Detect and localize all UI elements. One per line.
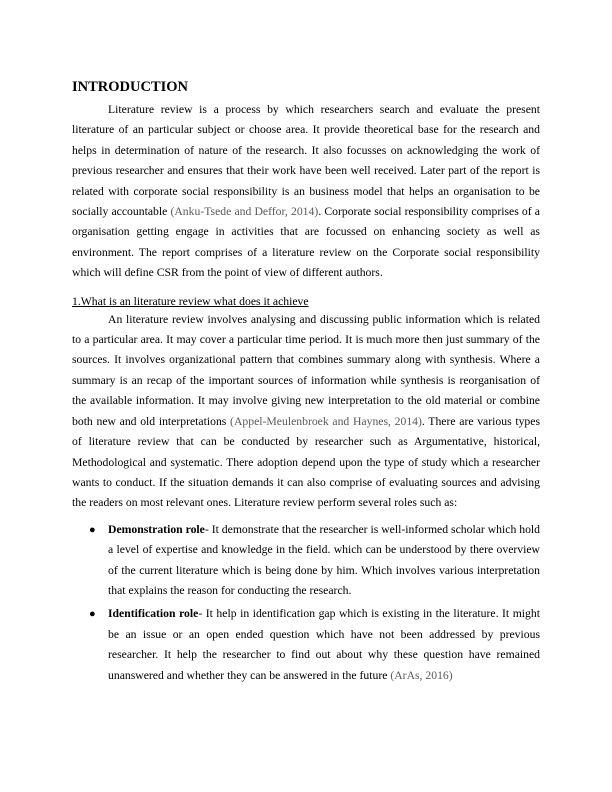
document-page [72,78,540,689]
literature-review-paragraph [72,310,540,514]
bullet-item-identification-role [72,604,540,686]
bullet-item-demonstration-role [72,520,540,602]
bullet-icon: ● [89,608,96,621]
paragraph-text: Literature review is a process by which researchers search and evaluate the present literature of an particular subject or choose area. It provide theoretical base for the research and helps in determination of nature of the research. It also focusses on acknowledging the work of previous researcher and ensures that their work have been well received. Later part of the report is related with corporate social responsibility is an business model that helps an organisation to be socially accountable [72,103,540,219]
citation: (Appel-Meulenbroek and Haynes, 2014) [230,414,422,428]
bullet-text: - It help in identification gap which is existing in the literature. It might be an issue or an open ended question which have not been addressed by previous researcher. It help the researcher to find out about why these question have remained unanswered and whether they can be answered in the future [108,607,540,682]
subheading-text: 1.What is an literature review what does it achieve [72,294,309,308]
section-subheading-literature-review [72,294,540,310]
paragraph-text: . Corporate social responsibility comprises of a organisation getting engage in activities that are focussed on enhancing society as well as environment. The report comprises of a literature review on the Corporate social responsibility which will define CSR from the point of view of different authors. [72,205,540,280]
paragraph-text: An literature review involves analysing and discussing public information which is related to a particular area. It may cover a particular time period. It is much more then just summary of the sources. It involves organizational pattern that combines summary along with synthesis. Where a summary is an recap of the important sources of information while synthesis is reorganisation of the available information. It may involve giving new interpretation to the old material or combine both new and old interpretations [72,312,540,428]
section-heading-introduction: INTRODUCTION [72,79,189,95]
bullet-icon: ● [89,523,96,536]
paragraph-text: . There are various types of literature review that can be conducted by researcher such as Argumentative, historical, Methodological and systematic. There adoption depend upon the type of study which a researcher wants to conduct. If the situation demands it can also comprise of evaluating sources and advising the readers on most relevant ones. Literature review perform several roles such as: [72,414,540,510]
bullet-term: Identification role [108,607,199,621]
bullet-term: Demonstration role [108,522,205,536]
citation: (ArAs, 2016) [390,668,453,682]
bullet-text: - It demonstrate that the researcher is well-informed scholar which hold a level of expertise and knowledge in the field. which can be understood by there overview of the current literature which is being done by him. Which involves various interpretation that explains the reason for conducting the research. [108,522,541,597]
citation: (Anku-Tsede and Deffor, 2014) [170,205,319,219]
roles-bullet-list [72,520,540,686]
introduction-paragraph [72,100,540,284]
